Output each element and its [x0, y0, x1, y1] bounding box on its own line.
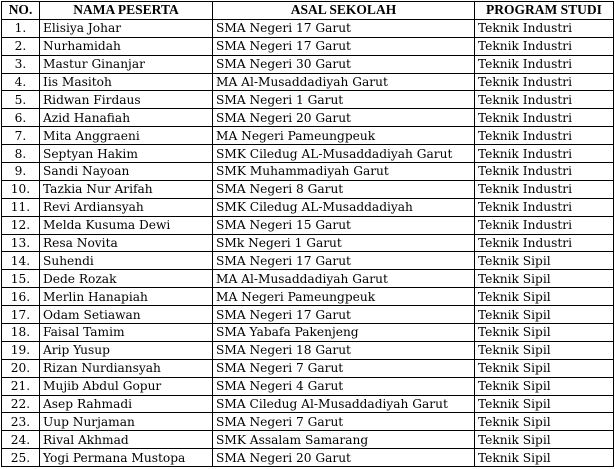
cell-participant-name: Mastur Ginanjar: [40, 55, 213, 73]
cell-program: Teknik Sipil: [475, 341, 614, 359]
cell-program: Teknik Industri: [475, 19, 614, 37]
table-row: [2, 91, 614, 109]
cell-no: 7.: [2, 127, 40, 145]
table-row: [2, 19, 614, 37]
cell-school: SMK Ciledug AL-Musaddadiyah: [213, 198, 475, 216]
cell-participant-name: Iis Masitoh: [40, 73, 213, 91]
cell-participant-name: Revi Ardiansyah: [40, 198, 213, 216]
cell-participant-name: Elisiya Johar: [40, 19, 213, 37]
table-row: [2, 73, 614, 91]
table-row: [2, 270, 614, 288]
cell-school: SMk Negeri 1 Garut: [213, 234, 475, 252]
cell-no: 18.: [2, 324, 40, 342]
cell-program: Teknik Sipil: [475, 431, 614, 449]
cell-program: Teknik Industri: [475, 55, 614, 73]
cell-no: 12.: [2, 216, 40, 234]
cell-participant-name: Mita Anggraeni: [40, 127, 213, 145]
table-row: [2, 109, 614, 127]
cell-no: 4.: [2, 73, 40, 91]
cell-no: 3.: [2, 55, 40, 73]
cell-program: Teknik Sipil: [475, 449, 614, 467]
cell-school: SMA Negeri 17 Garut: [213, 37, 475, 55]
cell-school: SMA Negeri 15 Garut: [213, 216, 475, 234]
table-row: [2, 306, 614, 324]
cell-no: 8.: [2, 145, 40, 163]
cell-program: Teknik Sipil: [475, 252, 614, 270]
cell-program: Teknik Sipil: [475, 288, 614, 306]
cell-program: Teknik Industri: [475, 37, 614, 55]
header-no: NO.: [2, 2, 40, 20]
cell-participant-name: Dede Rozak: [40, 270, 213, 288]
cell-program: Teknik Industri: [475, 127, 614, 145]
cell-no: 20.: [2, 359, 40, 377]
cell-no: 17.: [2, 306, 40, 324]
cell-participant-name: Asep Rahmadi: [40, 395, 213, 413]
cell-participant-name: Tazkia Nur Arifah: [40, 180, 213, 198]
cell-no: 16.: [2, 288, 40, 306]
cell-participant-name: Suhendi: [40, 252, 213, 270]
cell-no: 13.: [2, 234, 40, 252]
cell-no: 6.: [2, 109, 40, 127]
cell-no: 23.: [2, 413, 40, 431]
cell-program: Teknik Sipil: [475, 306, 614, 324]
cell-school: SMA Negeri 17 Garut: [213, 19, 475, 37]
header-name: NAMA PESERTA: [40, 2, 213, 20]
cell-participant-name: Faisal Tamim: [40, 324, 213, 342]
cell-no: 22.: [2, 395, 40, 413]
cell-no: 2.: [2, 37, 40, 55]
cell-participant-name: Sandi Nayoan: [40, 163, 213, 181]
cell-program: Teknik Industri: [475, 198, 614, 216]
cell-school: MA Negeri Pameungpeuk: [213, 127, 475, 145]
cell-school: SMA Negeri 20 Garut: [213, 109, 475, 127]
cell-program: Teknik Sipil: [475, 270, 614, 288]
table-row: [2, 145, 614, 163]
cell-program: Teknik Industri: [475, 73, 614, 91]
table-body: [2, 19, 614, 466]
cell-school: SMK Ciledug AL-Musaddadiyah Garut: [213, 145, 475, 163]
table-row: [2, 449, 614, 467]
table-row: [2, 234, 614, 252]
cell-no: 10.: [2, 180, 40, 198]
header-row: [2, 2, 614, 20]
cell-participant-name: Rizan Nurdiansyah: [40, 359, 213, 377]
table-row: [2, 55, 614, 73]
cell-program: Teknik Industri: [475, 180, 614, 198]
cell-participant-name: Mujib Abdul Gopur: [40, 377, 213, 395]
cell-participant-name: Nurhamidah: [40, 37, 213, 55]
cell-participant-name: Yogi Permana Mustopa: [40, 449, 213, 467]
cell-no: 15.: [2, 270, 40, 288]
cell-program: Teknik Industri: [475, 91, 614, 109]
cell-school: MA Al-Musaddadiyah Garut: [213, 73, 475, 91]
table-row: [2, 163, 614, 181]
cell-school: SMA Negeri 8 Garut: [213, 180, 475, 198]
cell-participant-name: Septyan Hakim: [40, 145, 213, 163]
table-row: [2, 288, 614, 306]
table-header: [2, 2, 614, 20]
cell-no: 5.: [2, 91, 40, 109]
table-row: [2, 37, 614, 55]
cell-program: Teknik Industri: [475, 163, 614, 181]
cell-school: SMA Yabafa Pakenjeng: [213, 324, 475, 342]
table-row: [2, 252, 614, 270]
cell-program: Teknik Sipil: [475, 395, 614, 413]
cell-participant-name: Uup Nurjaman: [40, 413, 213, 431]
cell-no: 19.: [2, 341, 40, 359]
table-row: [2, 216, 614, 234]
table-row: [2, 395, 614, 413]
cell-school: SMA Negeri 20 Garut: [213, 449, 475, 467]
table-row: [2, 198, 614, 216]
cell-school: SMA Negeri 17 Garut: [213, 252, 475, 270]
cell-participant-name: Odam Setiawan: [40, 306, 213, 324]
header-school: ASAL SEKOLAH: [213, 2, 475, 20]
cell-school: SMK Muhammadiyah Garut: [213, 163, 475, 181]
table-row: [2, 127, 614, 145]
cell-program: Teknik Industri: [475, 234, 614, 252]
table-row: [2, 359, 614, 377]
cell-school: SMA Negeri 30 Garut: [213, 55, 475, 73]
cell-no: 21.: [2, 377, 40, 395]
cell-school: MA Negeri Pameungpeuk: [213, 288, 475, 306]
cell-participant-name: Azid Hanafiah: [40, 109, 213, 127]
table-row: [2, 431, 614, 449]
cell-school: SMA Negeri 4 Garut: [213, 377, 475, 395]
table-row: [2, 413, 614, 431]
participants-table: [1, 1, 614, 467]
cell-no: 9.: [2, 163, 40, 181]
cell-participant-name: Resa Novita: [40, 234, 213, 252]
table-row: [2, 341, 614, 359]
cell-no: 1.: [2, 19, 40, 37]
cell-no: 14.: [2, 252, 40, 270]
cell-participant-name: Arip Yusup: [40, 341, 213, 359]
table-row: [2, 180, 614, 198]
header-program: PROGRAM STUDI: [475, 2, 614, 20]
cell-no: 11.: [2, 198, 40, 216]
cell-school: SMA Negeri 7 Garut: [213, 413, 475, 431]
cell-program: Teknik Sipil: [475, 324, 614, 342]
cell-school: SMA Negeri 18 Garut: [213, 341, 475, 359]
cell-school: MA Al-Musaddadiyah Garut: [213, 270, 475, 288]
cell-program: Teknik Sipil: [475, 377, 614, 395]
cell-program: Teknik Sipil: [475, 359, 614, 377]
cell-program: Teknik Sipil: [475, 413, 614, 431]
cell-participant-name: Melda Kusuma Dewi: [40, 216, 213, 234]
cell-school: SMA Negeri 17 Garut: [213, 306, 475, 324]
cell-no: 24.: [2, 431, 40, 449]
cell-school: SMA Negeri 1 Garut: [213, 91, 475, 109]
table-row: [2, 324, 614, 342]
table-row: [2, 377, 614, 395]
cell-program: Teknik Industri: [475, 109, 614, 127]
cell-school: SMK Assalam Samarang: [213, 431, 475, 449]
cell-participant-name: Ridwan Firdaus: [40, 91, 213, 109]
cell-no: 25.: [2, 449, 40, 467]
cell-program: Teknik Industri: [475, 145, 614, 163]
cell-participant-name: Rival Akhmad: [40, 431, 213, 449]
cell-school: SMA Ciledug Al-Musaddadiyah Garut: [213, 395, 475, 413]
cell-school: SMA Negeri 7 Garut: [213, 359, 475, 377]
cell-participant-name: Merlin Hanapiah: [40, 288, 213, 306]
cell-program: Teknik Industri: [475, 216, 614, 234]
